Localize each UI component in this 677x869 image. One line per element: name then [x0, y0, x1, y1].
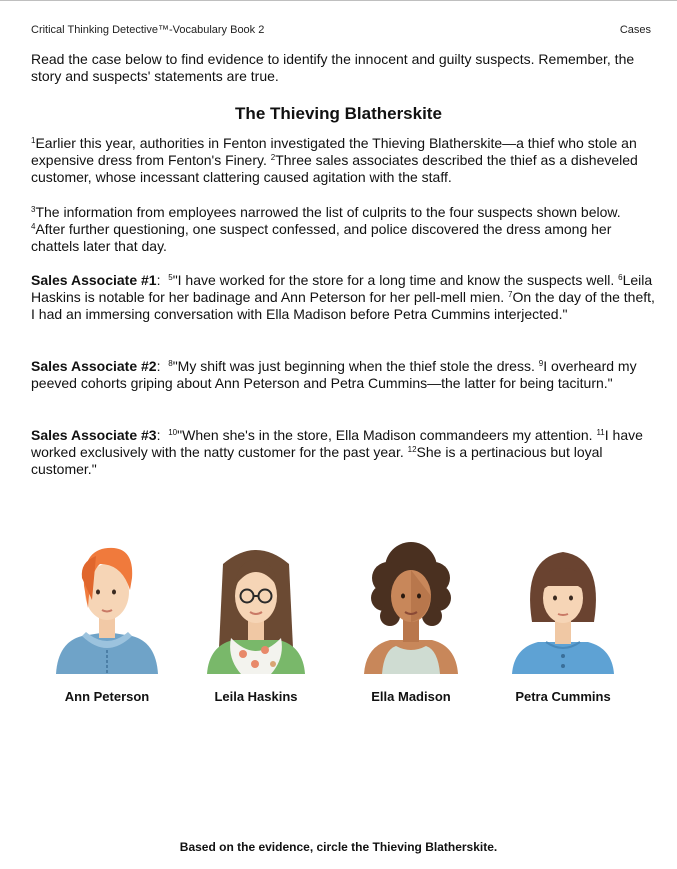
suspect-lineup: [0, 538, 677, 718]
suspect-name: Leila Haskins: [214, 689, 298, 704]
suspect-name: Ella Madison: [371, 689, 451, 704]
suspect-name: Ann Peterson: [64, 689, 150, 704]
header-section: Cases: [619, 24, 651, 36]
associate-1-statement: Sales Associate #1: $^5$"I have worked for the store for a long time and know the suspects well. $^6$Leila Haskins is notable for her badinage and Ann Peterson for her pell-mell mien. $^7$On the day of the theft, I had an immersing conversation with Ella Madison before Petra Cummins interjected.": [31, 272, 655, 322]
ann-peterson-portrait-icon: [52, 538, 162, 674]
case-title: The Thieving Blatherskite: [235, 104, 442, 123]
associate-1-label: Sales Associate #1: [31, 272, 157, 288]
associate-2-statement: Sales Associate #2: $^8$"My shift was just beginning when the thief stole the dress. $^9$I overheard my peeved cohorts griping about Ann Peterson and Petra Cummins—the latter for being taciturn.": [31, 358, 637, 391]
ella-madison-portrait-icon: [356, 538, 466, 674]
task-instruction: Based on the evidence, circle the Thieving Blatherskite.: [179, 840, 498, 854]
suspect-leila-haskins[interactable]: [186, 538, 326, 704]
leila-haskins-portrait-icon: [201, 538, 311, 674]
header-book-title: Critical Thinking Detective™-Vocabulary Book 2: [31, 24, 265, 36]
suspect-ann-peterson[interactable]: [37, 538, 177, 704]
story-paragraph-1: $^1$Earlier this year, authorities in Fenton investigated the Thieving Blatherskite—a thief who stole an expensive dress from Fenton's Finery. $^2$Three sales associates described the thief as a disheveled customer, whose incessant clattering caused agitation with the staff.: [31, 135, 638, 185]
associate-2-label: Sales Associate #2: [31, 358, 157, 374]
instructions: Read the case below to find evidence to identify the innocent and guilty suspects. Remember, the story and suspects' statements are true.: [31, 51, 635, 84]
suspect-petra-cummins[interactable]: [493, 538, 633, 704]
associate-3-statement: Sales Associate #3: $^{10}$"When she's in the store, Ella Madison commandeers my attention. $^{11}$I have worked exclusively with the natty customer for the past year. $^{12}$She is a pertinacious but loyal customer.": [31, 427, 643, 477]
petra-cummins-portrait-icon: [508, 538, 618, 674]
associate-3-label: Sales Associate #3: [31, 427, 157, 443]
story-paragraph-2: $^3$The information from employees narrowed the list of culprits to the four suspects shown below. $^4$After further questioning, one suspect confessed, and police discovered the dress among her chattels later that day.: [31, 204, 621, 254]
page-header: [31, 24, 651, 36]
suspect-name: Petra Cummins: [515, 689, 611, 704]
suspect-ella-madison[interactable]: [341, 538, 481, 704]
top-rule: [0, 0, 677, 1]
